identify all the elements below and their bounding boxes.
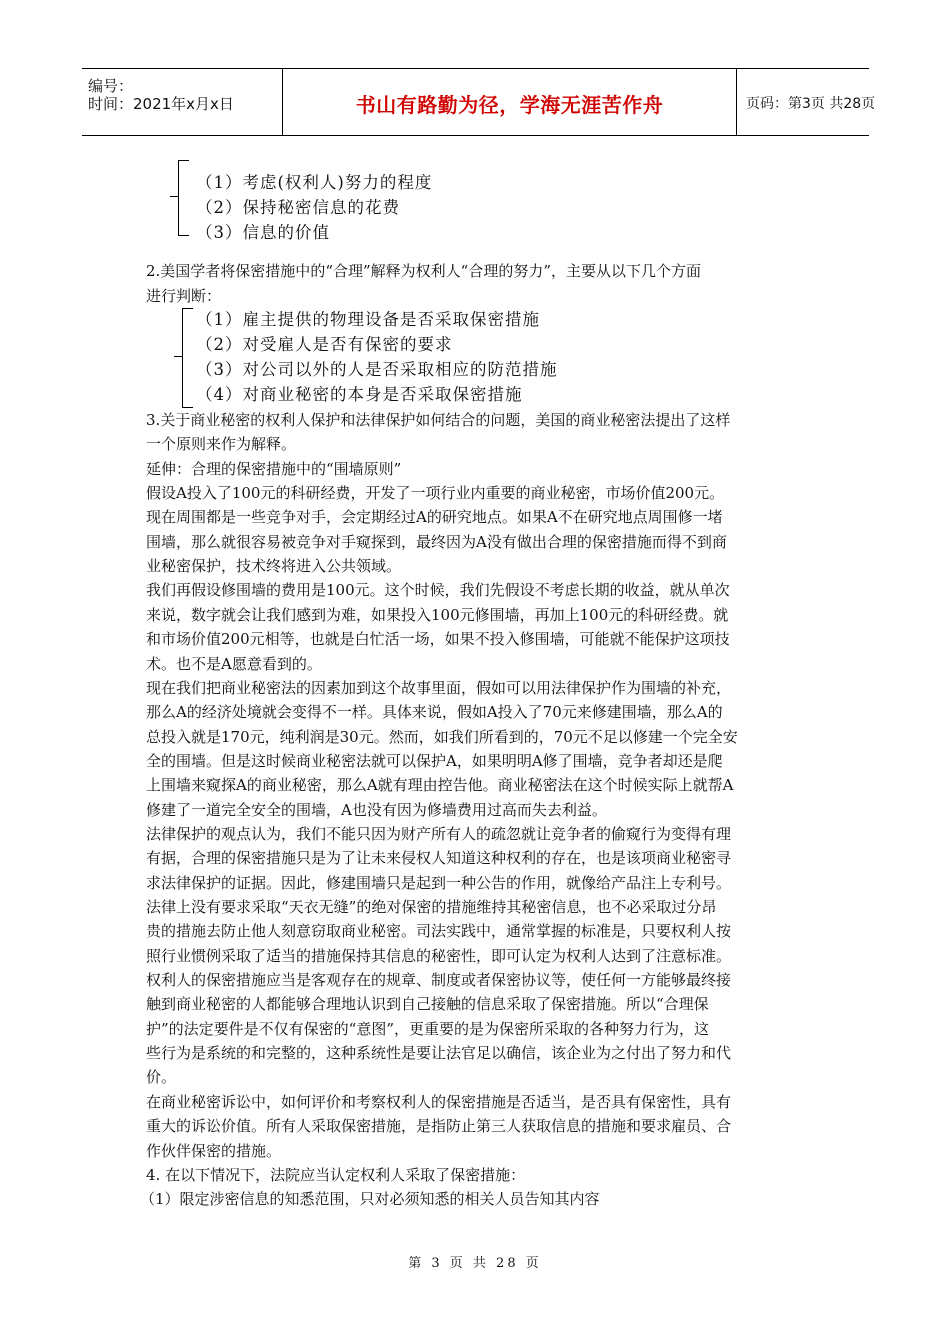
paragraph-line: 在商业秘密诉讼中，如何评价和考察权利人的保密措施是否适当，是否具有保密性，具有 [146, 1092, 732, 1111]
paragraph-line: 总投入就是170元，纯利润是30元。然而，如我们所看到的，70元不足以修建一个完全安 [146, 727, 738, 746]
paragraph-line: 有据，合理的保密措施只是为了让未来侵权人知道这种权利的存在，也是该项商业秘密寻 [146, 849, 732, 868]
paragraph-line: 全的围墙。但是这时候商业秘密法就可以保护A，如果明明A修了围墙，竞争者却还是爬 [146, 751, 723, 770]
paragraph-line: 现在我们把商业秘密法的因素加到这个故事里面，假如可以用法律保护作为围墙的补充， [146, 678, 732, 697]
header-page-number: 页码：第3页 共28页 [746, 96, 876, 112]
list1-brace-tip [170, 196, 179, 197]
header-page-cell [736, 69, 876, 135]
paragraph-line: 我们再假设修围墙的费用是100元。这个时候，我们先假设不考虑长期的收益，就从单次 [146, 581, 730, 600]
paragraph-line: 价。 [146, 1068, 177, 1087]
paragraph-line: 业秘密保护，技术终将进入公共领域。 [146, 557, 402, 576]
paragraph-line: 现在周围都是一些竞争对手，会定期经过A的研究地点。如果A不在研究地点周围修一堵 [146, 508, 723, 527]
page-footer: 第 3 页 共 28 页 [408, 1256, 542, 1271]
list-item: （3）对公司以外的人是否采取相应的防范措施 [196, 360, 558, 379]
paragraph-line: 2.美国学者将保密措施中的“合理”解释为权利人“合理的努力”，主要从以下几个方面 [146, 262, 701, 280]
paragraph-line: 假设A投入了100元的科研经费，开发了一项行业内重要的商业秘密，市场价值200元。 [146, 484, 725, 503]
list-item: （2）保持秘密信息的花费 [196, 198, 400, 217]
paragraph-line: 触到商业秘密的人都能够合理地认识到自己接触的信息采取了保密措施。所以“合理保 [146, 995, 709, 1014]
list-item: （2）对受雇人是否有保密的要求 [196, 335, 453, 354]
paragraph-line: 求法律保护的证据。因此，修建围墙只是起到一种公告的作用，就像给产品注上专利号。 [146, 873, 732, 892]
paragraph-line: 权利人的保密措施应当是客观存在的规章、制度或者保密协议等，使任何一方能够最终接 [146, 971, 732, 990]
paragraph-line: 修建了一道完全安全的围墙，A也没有因为修墙费用过高而失去利益。 [146, 800, 607, 819]
list-item: （1）考虑(权利人)努力的程度 [196, 173, 433, 192]
header-slogan: 书山有路勤为径，学海无涯苦作舟 [355, 93, 664, 117]
paragraph-line: 法律保护的观点认为，我们不能只因为财产所有人的疏忽就让竞争者的偷窥行为变得有理 [146, 824, 732, 843]
document-number-label: 编号： [88, 77, 134, 95]
list-item: （3）信息的价值 [196, 223, 330, 242]
header-slogan-cell [282, 69, 737, 135]
paragraph-line: 围墙，那么就很容易被竞争对手窥探到，最终因为A没有做出合理的保密措施而得不到商 [146, 532, 727, 551]
document-time-label: 时间：2021年x月x日 [88, 95, 234, 113]
paragraph-line: 上围墙来窥探A的商业秘密，那么A就有理由控告他。商业秘密法在这个时候实际上就帮A [146, 776, 734, 795]
list2-brace-tip [174, 356, 183, 357]
paragraph-line: 4. 在以下情况下，法院应当认定权利人采取了保密措施： [146, 1165, 526, 1184]
list-item: （1）雇主提供的物理设备是否采取保密措施 [196, 310, 540, 329]
paragraph-line: （1）限定涉密信息的知悉范围，只对必须知悉的相关人员告知其内容 [140, 1190, 600, 1209]
page-header [82, 68, 876, 136]
paragraph-line: 延伸：合理的保密措施中的“围墙原则” [146, 459, 402, 478]
paragraph-line: 照行业惯例采取了适当的措施保持其信息的秘密性，即可认定为权利人达到了注意标准。 [146, 946, 732, 965]
paragraph-line: 3.关于商业秘密的权利人保护和法律保护如何结合的问题，美国的商业秘密法提出了这样 [146, 411, 731, 429]
paragraph-line: 术。也不是A愿意看到的。 [146, 654, 322, 673]
header-meta [82, 69, 282, 135]
paragraph-line: 那么A的经济处境就会变得不一样。具体来说，假如A投入了70元来修建围墙，那么A的 [146, 703, 723, 722]
paragraph-line: 法律上没有要求采取“天衣无缝”的绝对保密的措施维持其秘密信息，也不必采取过分昂 [146, 898, 717, 916]
paragraph-line: 和市场价值200元相等，也就是白忙活一场，如果不投入修围墙，可能就不能保护这项技 [146, 630, 730, 649]
paragraph-line: 贵的措施去防止他人刻意窃取商业秘密。司法实践中，通常掌握的标准是，只要权利人按 [146, 922, 732, 941]
paragraph-line: 作伙伴保密的措施。 [146, 1141, 282, 1160]
paragraph-line: 一个原则来作为解释。 [146, 435, 297, 454]
paragraph-line: 重大的诉讼价值。所有人采取保密措施，是指防止第三人获取信息的措施和要求雇员、合 [146, 1117, 732, 1136]
list2-brace [182, 308, 193, 408]
list-item: （4）对商业秘密的本身是否采取保密措施 [196, 385, 523, 404]
paragraph-line: 进行判断： [146, 287, 222, 305]
list1-brace [178, 160, 189, 236]
paragraph-line: 些行为是系统的和完整的，这种系统性是要让法官足以确信，该企业为之付出了努力和代 [146, 1044, 732, 1063]
paragraph-line: 来说，数字就会让我们感到为难，如果投入100元修围墙，再加上100元的科研经费。就 [146, 605, 729, 624]
paragraph-line: 护”的法定要件是不仅有保密的“意图”，更重要的是为保密所采取的各种努力行为，这 [146, 1019, 710, 1038]
